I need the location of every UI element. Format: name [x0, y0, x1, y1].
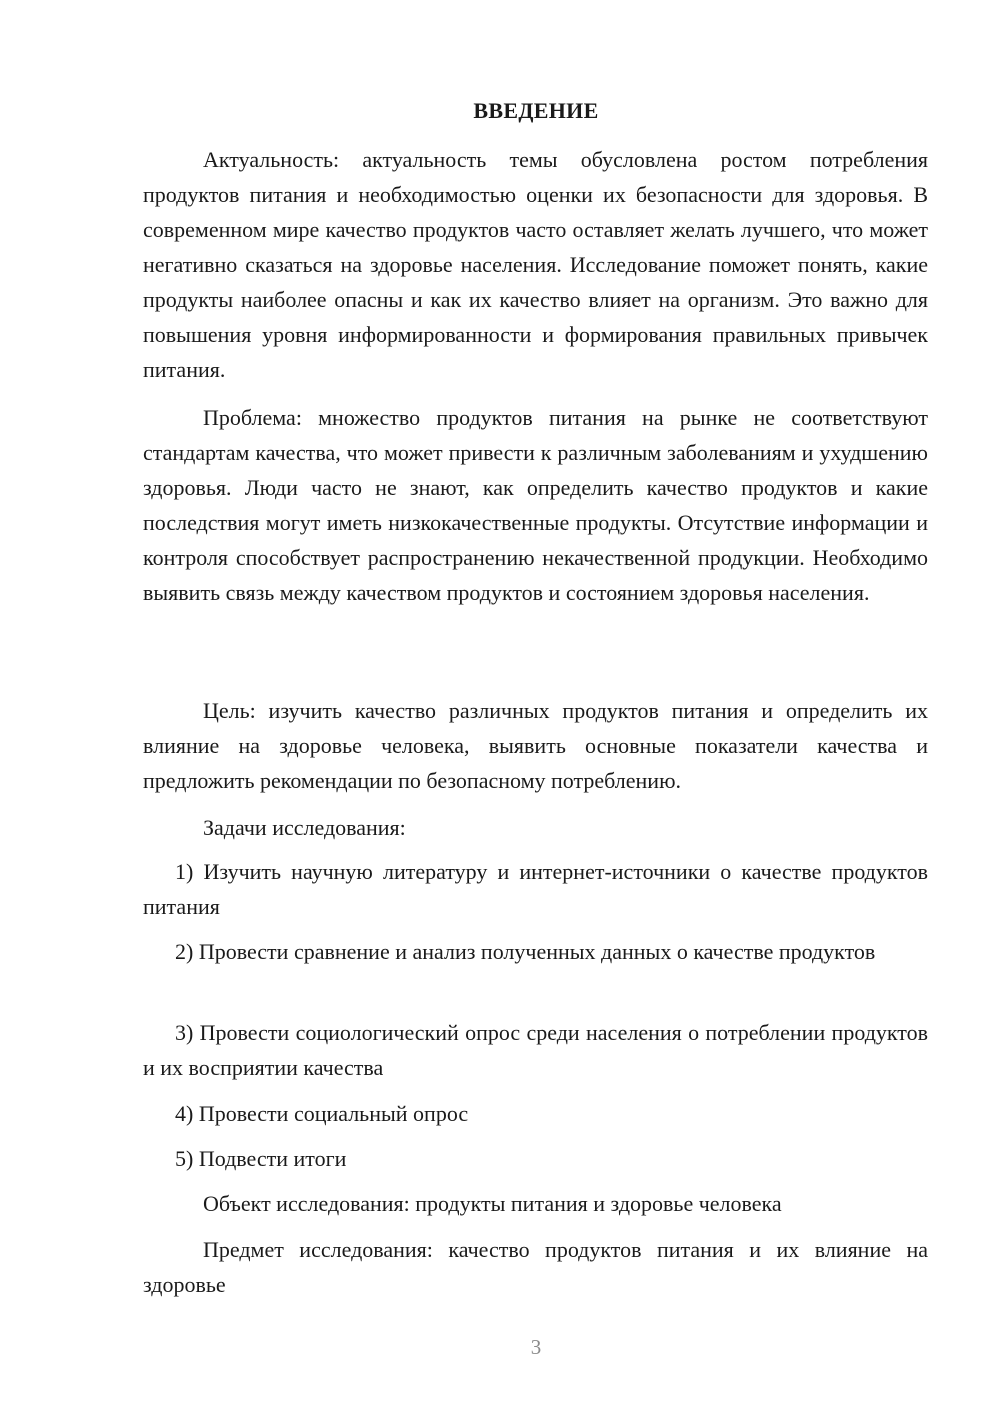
problem-paragraph: Проблема: множество продуктов питания на рынке не соответствуют стандартам качества, что может привести к различным заболеваниям и ухудшению здоровья. Люди часто не знают, как определить качество продуктов и какие последствия могут иметь низкокачественные продукты. Отсутствие информации и контроля способствует распространению некачественной продукции. Необходимо выявить связь между качеством продуктов и состоянием здоровья населения. [143, 405, 928, 605]
tasks-heading: Задачи исследования: [203, 815, 406, 840]
task-item-1: 1) Изучить научную литературу и интернет-источники о качестве продуктов питания [143, 859, 928, 919]
task-item-2: 2) Провести сравнение и анализ полученных данных о качестве продуктов [175, 939, 876, 964]
relevance-paragraph: Актуальность: актуальность темы обусловлена ростом потребления продуктов питания и необходимостью оценки их безопасности для здоровья. В современном мире качество продуктов часто оставляет желать лучшего, что может негативно сказаться на здоровье населения. Исследование поможет понять, какие продукты наиболее опасны и как их качество влияет на организм. Это важно для повышения уровня информированности и формирования правильных привычек питания. [143, 147, 928, 382]
page-number: 3 [530, 1335, 542, 1359]
task-item-4: 4) Провести социальный опрос [175, 1101, 469, 1126]
goal-paragraph: Цель: изучить качество различных продуктов питания и определить их влияние на здоровье человека, выявить основные показатели качества и предложить рекомендации по безопасному потреблению. [143, 698, 928, 793]
task-item-3: 3) Провести социологический опрос среди населения о потреблении продуктов и их восприятии качества [143, 1020, 928, 1080]
research-object: Объект исследования: продукты питания и здоровье человека [203, 1191, 782, 1216]
section-title: ВВЕДЕНИЕ [473, 98, 599, 123]
research-subject: Предмет исследования: качество продуктов питания и их влияние на здоровье [143, 1237, 928, 1297]
task-item-5: 5) Подвести итоги [175, 1146, 347, 1171]
